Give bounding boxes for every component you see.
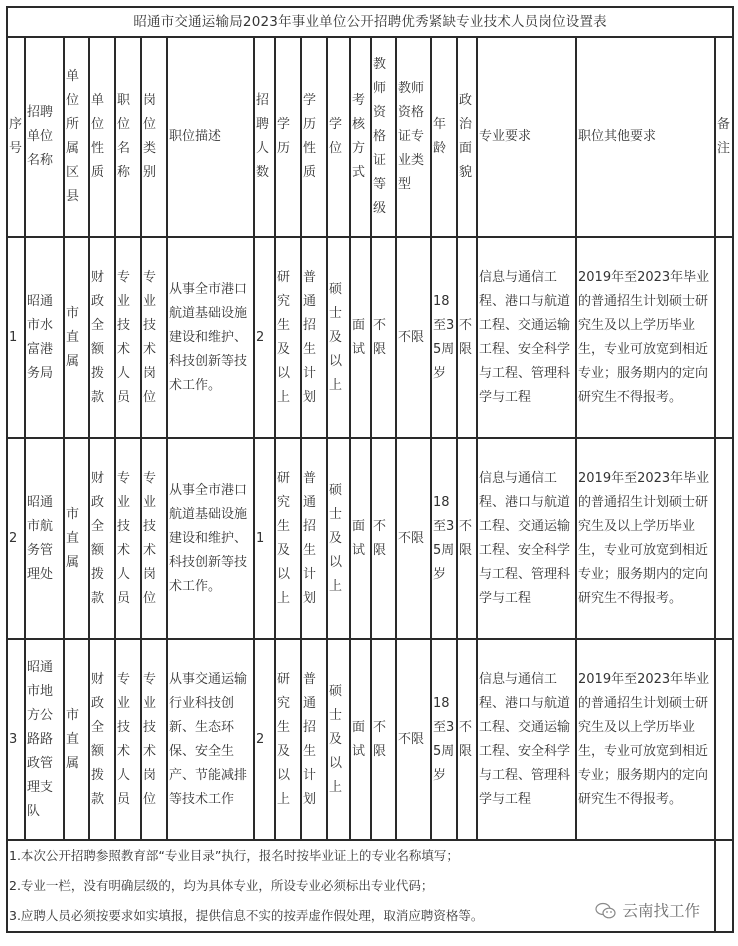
cell-seq: 2: [7, 438, 25, 639]
cell-seq: 3: [7, 639, 25, 840]
header-position-name: 职位名称: [115, 37, 141, 237]
cell-political: 不限: [457, 438, 477, 639]
cell-remark: [715, 237, 733, 438]
cell-teacher-cert-type: 不限: [396, 237, 431, 438]
header-row: [7, 37, 733, 237]
header-education: 学历: [275, 37, 301, 237]
cell-unit-name: 昭通市航务管理处: [25, 438, 64, 639]
cell-seq: 1: [7, 237, 25, 438]
cell-position-name: 专业技术人员: [115, 639, 141, 840]
cell-remark: [715, 639, 733, 840]
cell-education: 研究生及以上: [275, 438, 301, 639]
cell-exam-method: 面试: [350, 438, 371, 639]
cell-unit-name: 昭通市地方公路路政管理支队: [25, 639, 64, 840]
header-unit-area: 单位所属区县: [64, 37, 89, 237]
cell-other-req: 2019年至2023年毕业的普通招生计划硕士研究生及以上学历毕业生，专业可放宽到相近专业；服务期内的定向研究生不得报考。: [576, 438, 715, 639]
cell-edu-nature: 普通招生计划: [301, 438, 327, 639]
note-1: 1.本次公开招聘参照教育部“专业目录”执行，报名时按毕业证上的专业名称填写；: [9, 848, 459, 863]
table-title: 昭通市交通运输局2023年事业单位公开招聘优秀紧缺专业技术人员岗位设置表: [7, 7, 733, 37]
cell-position-type: 专业技术岗位: [141, 237, 167, 438]
header-unit-nature: 单位性质: [89, 37, 115, 237]
cell-teacher-cert-level: 不限: [371, 438, 396, 639]
cell-teacher-cert-type: 不限: [396, 438, 431, 639]
cell-edu-nature: 普通招生计划: [301, 237, 327, 438]
header-unit-name: 招聘单位名称: [25, 37, 64, 237]
header-other-req: 职位其他要求: [576, 37, 715, 237]
cell-description: 从事全市港口航道基础设施建设和维护、科技创新等技术工作。: [167, 438, 254, 639]
cell-description: 从事交通运输行业科技创新、生态环保、安全生产、节能减排等技术工作: [167, 639, 254, 840]
cell-unit-nature: 财政全额拨款: [89, 237, 115, 438]
table-row: [7, 438, 733, 639]
cell-other-req: 2019年至2023年毕业的普通招生计划硕士研究生及以上学历毕业生，专业可放宽到相近专业；服务期内的定向研究生不得报考。: [576, 237, 715, 438]
cell-teacher-cert-type: 不限: [396, 639, 431, 840]
header-major-req: 专业要求: [477, 37, 576, 237]
header-headcount: 招聘人数: [254, 37, 275, 237]
cell-unit-nature: 财政全额拨款: [89, 438, 115, 639]
cell-other-req: 2019年至2023年毕业的普通招生计划硕士研究生及以上学历毕业生，专业可放宽到相近专业；服务期内的定向研究生不得报考。: [576, 639, 715, 840]
header-seq: 序号: [7, 37, 25, 237]
cell-unit-name: 昭通市水富港务局: [25, 237, 64, 438]
cell-headcount: 2: [254, 639, 275, 840]
notes-row: [7, 840, 733, 932]
notes-remark-cell: [715, 840, 733, 932]
table-row: [7, 237, 733, 438]
cell-description: 从事全市港口航道基础设施建设和维护、科技创新等技术工作。: [167, 237, 254, 438]
cell-exam-method: 面试: [350, 237, 371, 438]
header-teacher-cert-level: 教师资格证等级: [371, 37, 396, 237]
notes: [7, 840, 715, 932]
cell-political: 不限: [457, 639, 477, 840]
cell-age: 18至35周岁: [431, 438, 457, 639]
cell-position-name: 专业技术人员: [115, 438, 141, 639]
header-edu-nature: 学历性质: [301, 37, 327, 237]
cell-major-req: 信息与通信工程、港口与航道工程、交通运输工程、安全科学与工程、管理科学与工程: [477, 438, 576, 639]
position-table: [6, 6, 734, 933]
cell-position-type: 专业技术岗位: [141, 438, 167, 639]
table-row: [7, 639, 733, 840]
cell-unit-area: 市直属: [64, 237, 89, 438]
cell-education: 研究生及以上: [275, 639, 301, 840]
header-age: 年龄: [431, 37, 457, 237]
cell-position-name: 专业技术人员: [115, 237, 141, 438]
cell-headcount: 2: [254, 237, 275, 438]
cell-unit-nature: 财政全额拨款: [89, 639, 115, 840]
header-exam-method: 考核方式: [350, 37, 371, 237]
watermark-text: 云南找工作: [622, 902, 700, 920]
header-degree: 学位: [327, 37, 350, 237]
cell-major-req: 信息与通信工程、港口与航道工程、交通运输工程、安全科学与工程、管理科学与工程: [477, 639, 576, 840]
cell-remark: [715, 438, 733, 639]
cell-political: 不限: [457, 237, 477, 438]
header-teacher-cert-type: 教师资格证专业类型: [396, 37, 431, 237]
cell-age: 18至35周岁: [431, 237, 457, 438]
cell-degree: 硕士及以上: [327, 639, 350, 840]
cell-headcount: 1: [254, 438, 275, 639]
cell-exam-method: 面试: [350, 639, 371, 840]
cell-unit-area: 市直属: [64, 639, 89, 840]
cell-edu-nature: 普通招生计划: [301, 639, 327, 840]
header-remark: 备注: [715, 37, 733, 237]
wechat-icon: [595, 902, 617, 920]
cell-degree: 硕士及以上: [327, 438, 350, 639]
note-3: 3.应聘人员必须按要求如实填报，提供信息不实的按弄虚作假处理，取消应聘资格等。: [9, 908, 484, 923]
cell-age: 18至35周岁: [431, 639, 457, 840]
cell-degree: 硕士及以上: [327, 237, 350, 438]
header-position-type: 岗位类别: [141, 37, 167, 237]
header-political: 政治面貌: [457, 37, 477, 237]
cell-major-req: 信息与通信工程、港口与航道工程、交通运输工程、安全科学与工程、管理科学与工程: [477, 237, 576, 438]
note-2: 2.专业一栏，没有明确层级的，均为具体专业，所设专业必须标出专业代码；: [9, 878, 434, 893]
header-description: 职位描述: [167, 37, 254, 237]
cell-unit-area: 市直属: [64, 438, 89, 639]
cell-teacher-cert-level: 不限: [371, 237, 396, 438]
cell-teacher-cert-level: 不限: [371, 639, 396, 840]
cell-position-type: 专业技术岗位: [141, 639, 167, 840]
cell-education: 研究生及以上: [275, 237, 301, 438]
watermark: [595, 896, 700, 926]
